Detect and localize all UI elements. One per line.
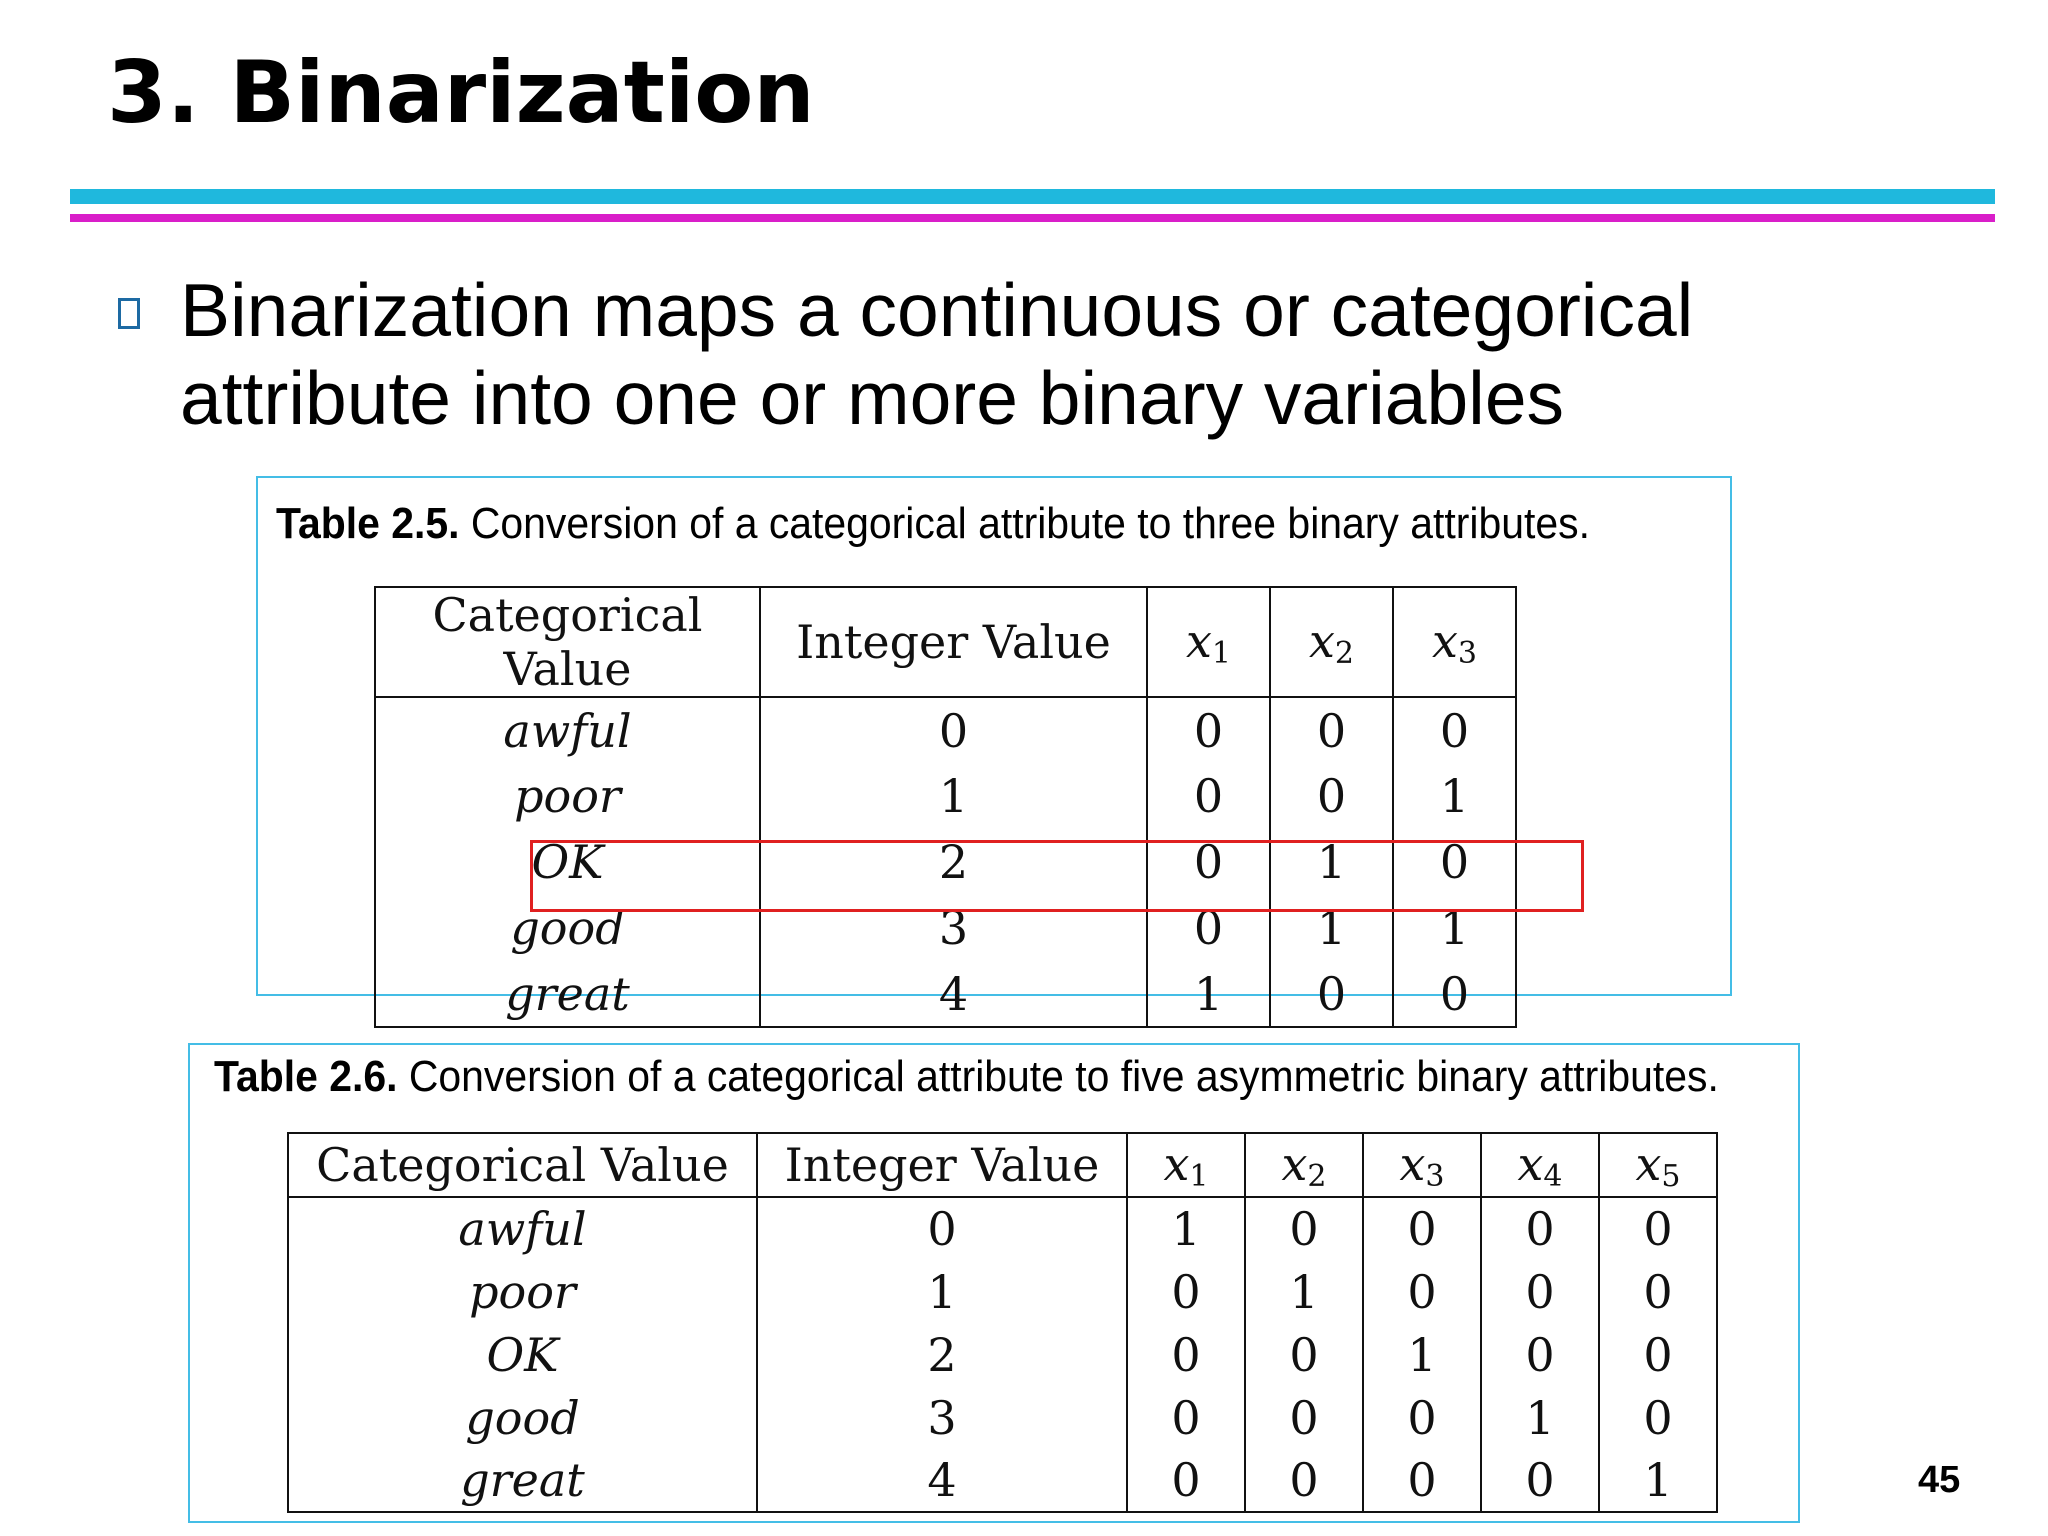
cell-bit: 0 — [1481, 1323, 1599, 1386]
header-x1: $x_1$ — [1147, 587, 1270, 697]
page-number: 45 — [1918, 1459, 1961, 1501]
cell-bit: 0 — [1147, 697, 1270, 763]
bullet-text: Binarization maps a continuous or categorical attribute into one or more binary variables — [180, 268, 1694, 440]
table-row — [288, 1197, 1717, 1260]
cell-category: OK — [288, 1323, 757, 1386]
cell-bit: 0 — [1363, 1449, 1481, 1512]
cell-bit: 0 — [1481, 1197, 1599, 1260]
cell-bit: 0 — [1127, 1323, 1245, 1386]
cell-bit: 0 — [1599, 1386, 1717, 1449]
cell-bit: 0 — [1147, 829, 1270, 895]
cell-bit: 0 — [1481, 1449, 1599, 1512]
cell-category: good — [288, 1386, 757, 1449]
title-rule-cyan — [70, 189, 1995, 204]
cell-bit: 0 — [1270, 961, 1393, 1027]
cell-bit: 0 — [1599, 1197, 1717, 1260]
cell-bit: 0 — [1127, 1386, 1245, 1449]
cell-bit: 1 — [1245, 1260, 1363, 1323]
cell-bit: 0 — [1363, 1197, 1481, 1260]
table-2-6-caption-text: Conversion of a categorical attribute to five asymmetric binary attributes. — [408, 1052, 1719, 1101]
header-x4: $x_4$ — [1481, 1133, 1599, 1197]
cell-category: great — [288, 1449, 757, 1512]
cell-category: great — [375, 961, 760, 1027]
cell-bit: 0 — [1147, 763, 1270, 829]
header-x2: $x_2$ — [1270, 587, 1393, 697]
cell-bit: 0 — [1599, 1323, 1717, 1386]
cell-bit: 0 — [1393, 697, 1516, 763]
cell-integer: 4 — [757, 1449, 1127, 1512]
cell-category: good — [375, 895, 760, 961]
header-categorical-value: Categorical Value — [288, 1133, 757, 1197]
cell-bit: 1 — [1127, 1197, 1245, 1260]
header-integer-value: Integer Value — [757, 1133, 1127, 1197]
cell-integer: 1 — [760, 763, 1147, 829]
cell-bit: 0 — [1245, 1386, 1363, 1449]
cell-bit: 0 — [1393, 829, 1516, 895]
cell-category: OK — [375, 829, 760, 895]
cell-integer: 3 — [760, 895, 1147, 961]
table-2-6 — [287, 1132, 1718, 1513]
header-x3: $x_3$ — [1393, 587, 1516, 697]
cell-category: awful — [375, 697, 760, 763]
cell-category: poor — [288, 1260, 757, 1323]
cell-category: poor — [375, 763, 760, 829]
cell-bit: 0 — [1127, 1260, 1245, 1323]
cell-integer: 0 — [760, 697, 1147, 763]
header-x3: $x_3$ — [1363, 1133, 1481, 1197]
cell-integer: 1 — [757, 1260, 1127, 1323]
title-rule-magenta — [70, 214, 1995, 222]
header-x5: $x_5$ — [1599, 1133, 1717, 1197]
cell-bit: 1 — [1481, 1386, 1599, 1449]
table-row-highlighted — [375, 895, 1516, 961]
table-row — [375, 829, 1516, 895]
header-x1: $x_1$ — [1127, 1133, 1245, 1197]
table-row — [288, 1323, 1717, 1386]
table-row — [288, 1386, 1717, 1449]
table-row — [375, 763, 1516, 829]
table-row — [375, 961, 1516, 1027]
cell-integer: 4 — [760, 961, 1147, 1027]
header-categorical-value: Categorical Value — [375, 587, 760, 697]
header-integer-value: Integer Value — [760, 587, 1147, 697]
cell-bit: 0 — [1270, 763, 1393, 829]
cell-bit: 0 — [1245, 1323, 1363, 1386]
cell-bit: 0 — [1599, 1260, 1717, 1323]
table-row — [288, 1260, 1717, 1323]
table-2-6-caption — [214, 1051, 1719, 1103]
cell-bit: 1 — [1393, 895, 1516, 961]
cell-bit: 0 — [1481, 1260, 1599, 1323]
cell-integer: 2 — [760, 829, 1147, 895]
table-2-5-caption — [276, 498, 1590, 550]
cell-bit: 0 — [1245, 1449, 1363, 1512]
table-row — [288, 1449, 1717, 1512]
cell-bit: 1 — [1363, 1323, 1481, 1386]
cell-bit: 0 — [1363, 1386, 1481, 1449]
cell-bit: 1 — [1270, 829, 1393, 895]
table-2-6-caption-number: Table 2.6. — [214, 1052, 398, 1101]
table-2-5-frame — [256, 476, 1732, 1021]
cell-bit: 0 — [1270, 697, 1393, 763]
cell-bit: 1 — [1599, 1449, 1717, 1512]
cell-integer: 3 — [757, 1386, 1127, 1449]
cell-integer: 2 — [757, 1323, 1127, 1386]
table-2-5 — [374, 586, 1517, 1028]
header-x2: $x_2$ — [1245, 1133, 1363, 1197]
table-row — [375, 697, 1516, 763]
cell-bit: 0 — [1393, 961, 1516, 1027]
cell-integer: 0 — [757, 1197, 1127, 1260]
slide-title: 3. Binarization — [107, 43, 815, 143]
table-2-6-frame — [188, 1043, 1800, 1523]
cell-bit: 0 — [1147, 895, 1270, 961]
cell-bit: 1 — [1393, 763, 1516, 829]
cell-bit: 0 — [1127, 1449, 1245, 1512]
cell-bit: 1 — [1270, 895, 1393, 961]
table-2-5-caption-number: Table 2.5. — [276, 499, 460, 548]
cell-category: awful — [288, 1197, 757, 1260]
cell-bit: 0 — [1363, 1260, 1481, 1323]
cell-bit: 1 — [1147, 961, 1270, 1027]
table-2-5-caption-text: Conversion of a categorical attribute to three binary attributes. — [470, 499, 1590, 548]
cell-bit: 0 — [1245, 1197, 1363, 1260]
bullet-square-icon — [118, 298, 140, 329]
